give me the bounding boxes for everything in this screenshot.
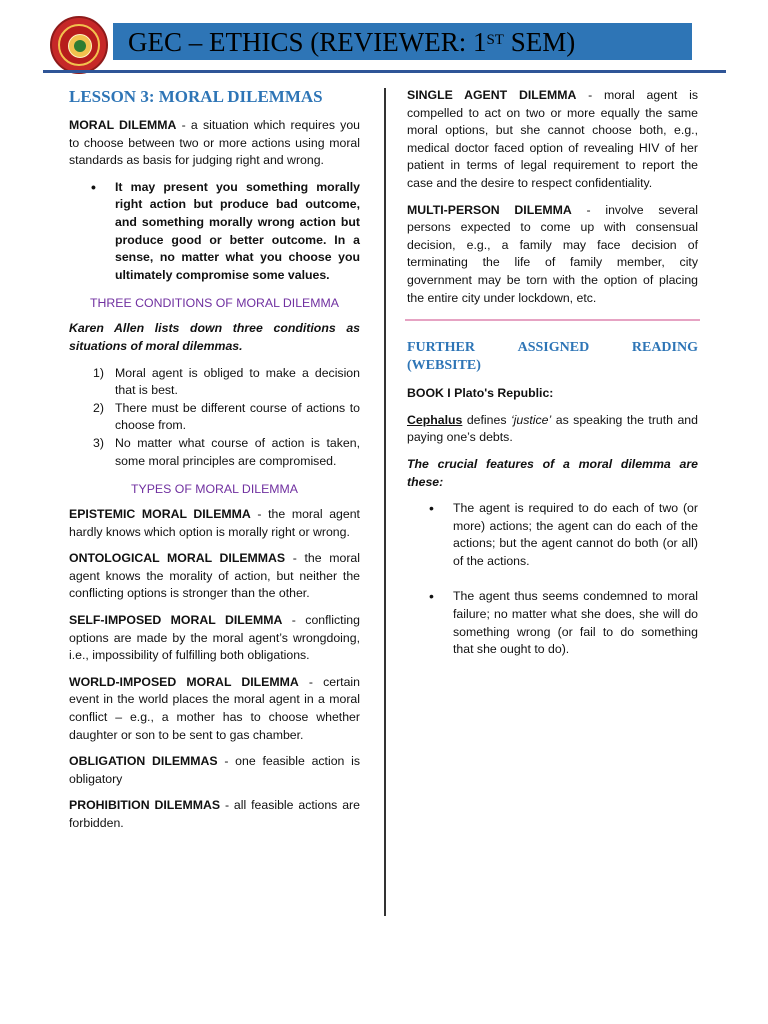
multi-person-dilemma: MULTI-PERSON DILEMMA - involve several persons expected to come up with consensual decision, e.g., a family may face decision of terminating the life of family member, city government may be torn with the option of placing the entire city under lockdown, etc. xyxy=(407,202,698,305)
type-self-imposed: SELF-IMPOSED MORAL DILEMMA - conflicting options are made by the moral agent’s wrongdoing, i.e., impossibility of fulfilling both obligations. xyxy=(69,613,360,663)
features-list xyxy=(407,500,698,659)
list-item: 2) There must be different course of actions to choose from. xyxy=(93,400,360,433)
type-world-imposed: WORLD-IMPOSED MORAL DILEMMA - certain event in the world places the moral agent in a moral conflict – e.g., a mother has to choose whether daughter or son to be sent to gas chamber. xyxy=(69,674,360,742)
crucial-features-intro: The crucial features of a moral dilemma are these: xyxy=(407,456,698,489)
seal-emblem xyxy=(68,34,92,58)
section-divider xyxy=(405,319,700,321)
type-prohibition: PROHIBITION DILEMMAS - all feasible actions are forbidden. xyxy=(69,798,360,830)
right-column xyxy=(407,87,698,677)
list-item: • The agent is required to do each of two (or more) actions; the agent can do each of the actions; but the agent cannot do both (or all) of the actions. xyxy=(407,500,698,570)
lesson-title: LESSON 3: MORAL DILEMMAS xyxy=(69,87,323,106)
cephalus-definition: Cephalus defines ‘justice’ as speaking the truth and paying one’s debts. xyxy=(407,412,698,445)
header-rule xyxy=(43,70,726,73)
allen-intro: Karen Allen lists down three conditions as situations of moral dilemmas. xyxy=(69,321,360,353)
types-heading: TYPES OF MORAL DILEMMA xyxy=(131,482,298,497)
type-obligation: OBLIGATION DILEMMAS - one feasible action is obligatory xyxy=(69,754,360,786)
list-item: • It may present you something morally right action but produce bad outcome, and something morally wrong action but produce good or better outcome. In a sense, no matter what you choose you ultimately compromise some values. xyxy=(69,179,360,285)
list-item: 1) Moral agent is obliged to make a decision that is best. xyxy=(93,365,360,398)
further-reading-heading: FURTHER ASSIGNED READING (WEBSITE) xyxy=(407,340,698,374)
type-epistemic: EPISTEMIC MORAL DILEMMA - the moral agent hardly knows which option is morally right or wrong. xyxy=(69,507,360,539)
list-item: 3) No matter what course of action is taken, some moral principles are compromised. xyxy=(93,435,360,468)
left-column xyxy=(69,87,360,842)
seal-ring xyxy=(58,24,100,66)
type-ontological: ONTOLOGICAL MORAL DILEMMAS - the moral agent knows the morality of action, but neither the conflicting options is stronger than the other. xyxy=(69,551,361,601)
moral-dilemma-definition: MORAL DILEMMA - a situation which requires you to choose between two or more actions using moral standards as basis for judging right and wrong. xyxy=(69,118,360,168)
column-divider xyxy=(384,88,386,916)
book-title: BOOK I Plato's Republic: xyxy=(407,386,554,401)
conditions-list xyxy=(69,365,360,471)
page-title: GEC – ETHICS (REVIEWER: 1ST SEM) xyxy=(128,27,576,57)
conditions-heading: THREE CONDITIONS OF MORAL DILEMMA xyxy=(90,296,339,311)
list-item: • The agent thus seems condemned to moral failure; no matter what she does, she will do something wrong (or fail to do something that she ought to do). xyxy=(407,588,698,658)
single-agent-dilemma: SINGLE AGENT DILEMMA - moral agent is compelled to act on two or more equally the same moral options, but she cannot choose both, e.g., medical doctor faced option of revealing HIV of her patient in terms of legal requirement to report the case and the desire to respect confidentiality. xyxy=(407,88,698,190)
school-seal-logo xyxy=(50,16,108,74)
definition-bullets xyxy=(69,179,360,285)
